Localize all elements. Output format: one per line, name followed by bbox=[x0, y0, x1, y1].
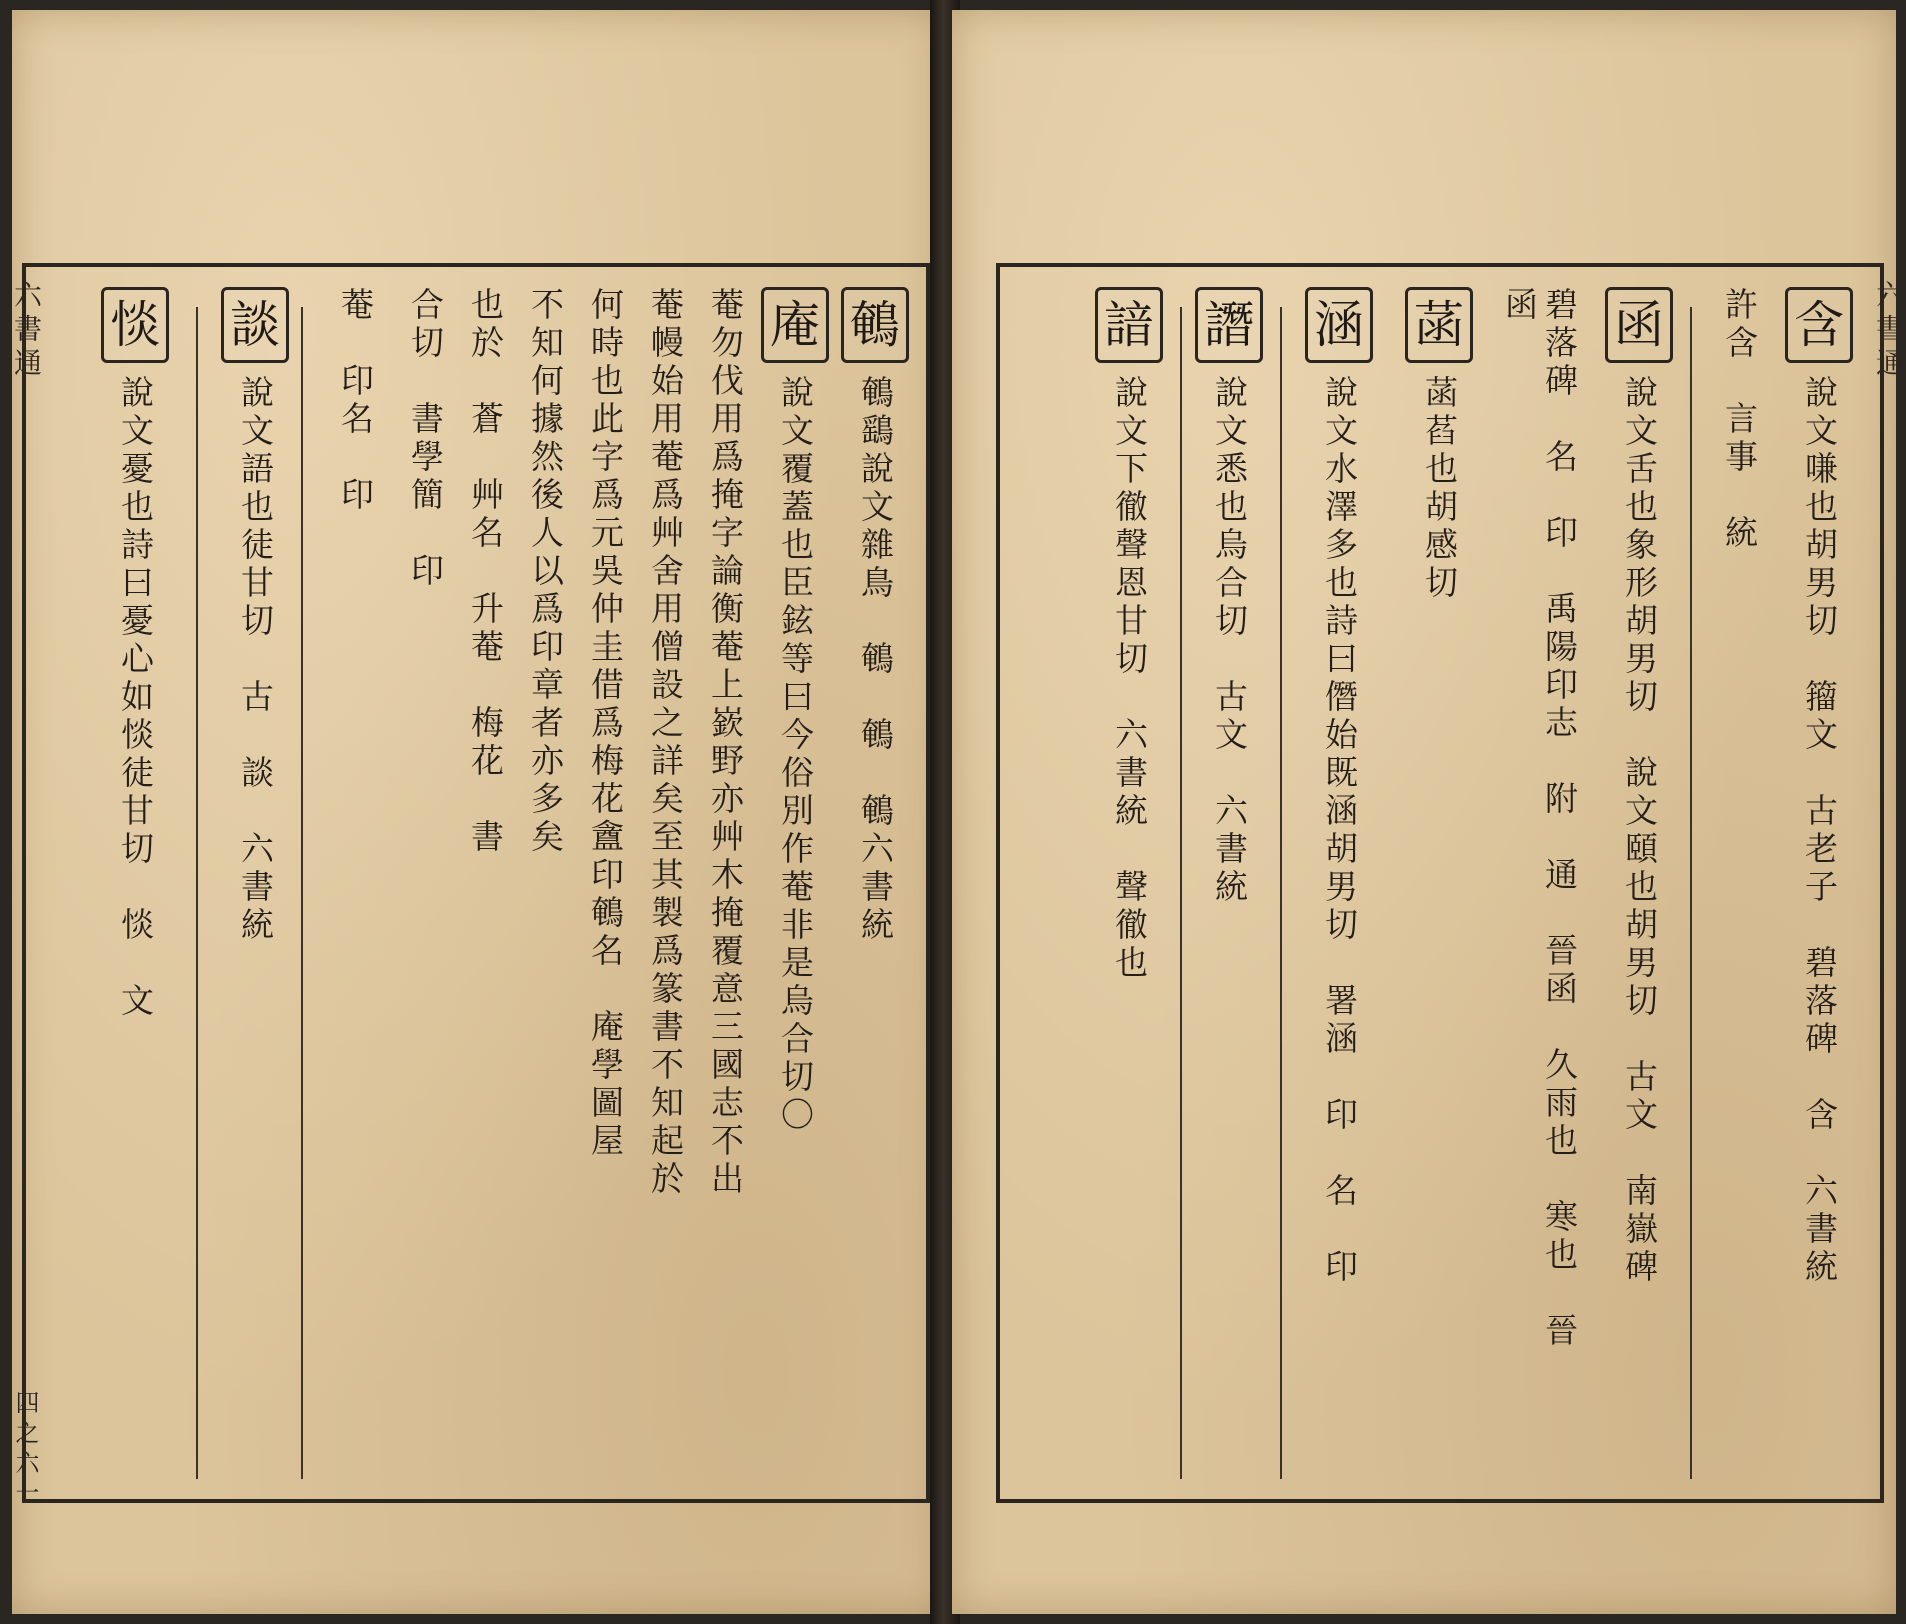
folio-number: 四之六一 bbox=[11, 1390, 39, 1510]
column-text: 不知何據然後人以爲印章者亦多矣 bbox=[526, 287, 565, 857]
entry-head-char: 譖 bbox=[1195, 287, 1263, 363]
left-page bbox=[12, 10, 942, 1614]
column-rule bbox=[1690, 307, 1692, 1479]
entry-head-char: 涵 bbox=[1305, 287, 1373, 363]
column-rule bbox=[196, 307, 198, 1479]
column bbox=[1400, 287, 1478, 1487]
entry-head-char: 庵 bbox=[761, 287, 829, 363]
side-title: 六書通 bbox=[1872, 280, 1905, 382]
side-title: 六書通 bbox=[10, 280, 43, 382]
column bbox=[316, 287, 394, 1487]
column-text: 菴勿伐用爲掩字論衡菴上嶔野亦艸木掩覆意三國志不出 bbox=[706, 287, 745, 1199]
left-print-block bbox=[22, 263, 930, 1503]
column-text: 許含 言事 統 bbox=[1720, 287, 1759, 553]
entry-head-char: 惔 bbox=[101, 287, 169, 363]
column bbox=[386, 287, 464, 1487]
column-text: 菡萏也胡感切 bbox=[1420, 375, 1459, 603]
column-text: 說文水澤多也詩曰僭始既涵胡男切 署涵 印 名 印 bbox=[1320, 375, 1359, 1287]
column bbox=[756, 287, 834, 1487]
entry-head-char: 談 bbox=[221, 287, 289, 363]
column-text: 說文語也徒甘切 古 談 六書統 bbox=[236, 375, 275, 945]
column-text: 說文悉也烏合切 古文 六書統 bbox=[1210, 375, 1249, 907]
column-text: 說文嗛也胡男切 籀文 古老子 碧落碑 含 六書統 bbox=[1800, 375, 1839, 1287]
column-text: 說文憂也詩曰憂心如惔徒甘切 惔 文 bbox=[116, 375, 155, 1021]
column-text: 碧落碑 名 印 禹陽印志 附 通 晉函 久雨也 寒也 晉函 bbox=[1500, 287, 1579, 1351]
column-rule bbox=[301, 307, 303, 1479]
column-text: 也於 蒼 艸名 升菴 梅花 書 bbox=[466, 287, 505, 857]
column-text: 菴幔始用菴爲艸舍用僧設之詳矣至其製爲篆書不知起於 bbox=[646, 287, 685, 1199]
column bbox=[1090, 287, 1168, 1487]
column-text: 菴 印名 印 bbox=[336, 287, 375, 515]
entry-head-char: 諳 bbox=[1095, 287, 1163, 363]
column bbox=[1300, 287, 1378, 1487]
entry-head-char: 函 bbox=[1605, 287, 1673, 363]
entry-head-char: 含 bbox=[1785, 287, 1853, 363]
column bbox=[1700, 287, 1778, 1487]
entry-head-char: 菡 bbox=[1405, 287, 1473, 363]
column bbox=[1500, 287, 1578, 1487]
column bbox=[216, 287, 294, 1487]
column-text: 何時也此字爲元吳仲圭借爲梅花盦印鵪名 庵學圖屋 bbox=[586, 287, 625, 1161]
right-page bbox=[952, 10, 1905, 1614]
column bbox=[1600, 287, 1678, 1487]
column-rule bbox=[1280, 307, 1282, 1479]
column-text: 鵪鷂說文雜鳥 鵪 鵪 鵪六書統 bbox=[856, 375, 895, 945]
column bbox=[836, 287, 914, 1487]
column-text: 說文下徹聲恩甘切 六書統 聲徹也 bbox=[1110, 375, 1149, 983]
column-text: 說文覆蓋也臣鉉等曰今俗別作菴非是烏合切〇 bbox=[776, 375, 815, 1135]
column bbox=[1780, 287, 1858, 1487]
column bbox=[96, 287, 174, 1487]
column-text: 說文舌也象形胡男切 說文頤也胡男切 古文 南嶽碑 bbox=[1620, 375, 1659, 1287]
column-rule bbox=[1180, 307, 1182, 1479]
right-print-block bbox=[996, 263, 1884, 1503]
column-text: 合切 書學簡 印 bbox=[406, 287, 445, 591]
column bbox=[1190, 287, 1268, 1487]
entry-head-char: 鵪 bbox=[841, 287, 909, 363]
